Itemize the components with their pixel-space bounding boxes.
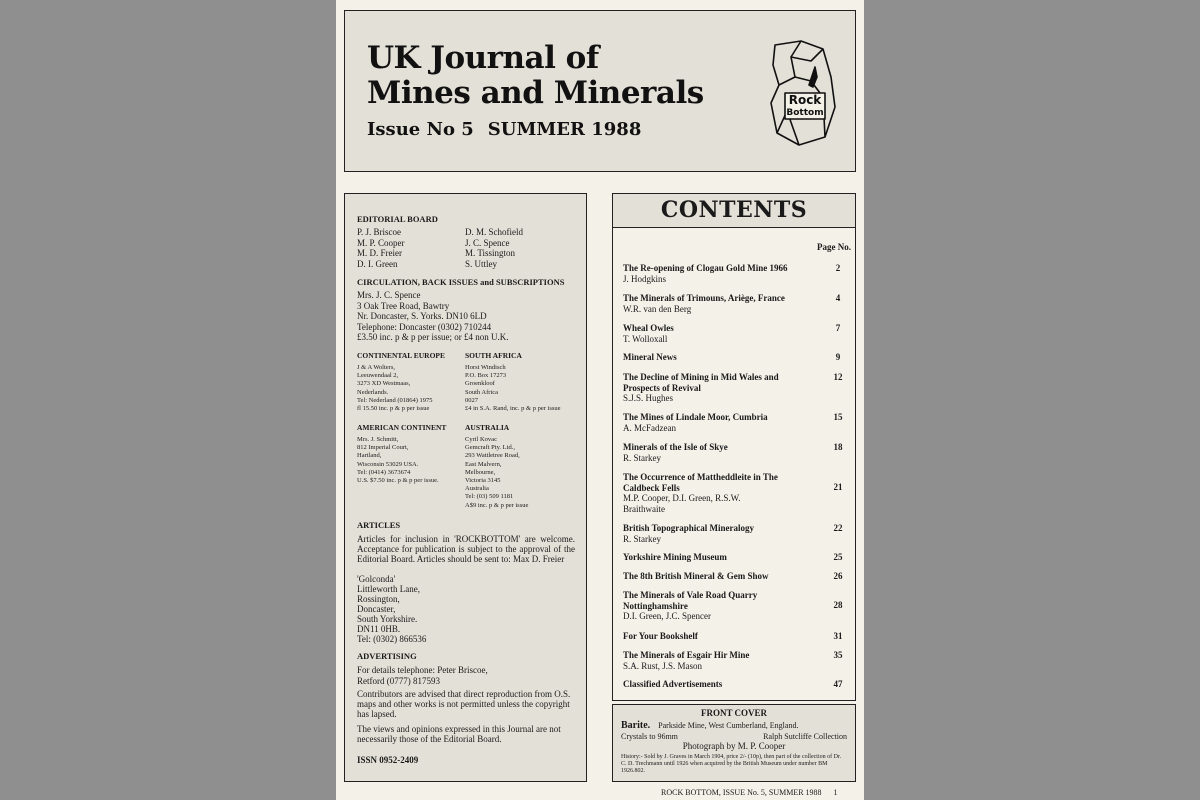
australia-heading: AUSTRALIA (465, 423, 510, 432)
entry-title: The Decline of Mining in Mid Wales and Prospects of Revival (623, 372, 779, 393)
entry-page: 2 (835, 263, 841, 273)
agent-line: South Africa (465, 388, 499, 396)
entry-title: The Minerals of Trimouns, Ariège, France (623, 293, 785, 303)
entry-title: The Mines of Lindale Moor, Cumbria (623, 412, 768, 422)
editorial-member: D. M. Schofield (465, 227, 523, 237)
page-footer (661, 788, 838, 797)
contents-entry[interactable] (623, 523, 851, 544)
south-africa-heading: SOUTH AFRICA (465, 351, 522, 360)
masthead (344, 10, 856, 172)
agent-line: fl 15.50 inc. p & p per issue (357, 405, 430, 413)
contents-entry[interactable] (623, 352, 851, 363)
agent-line: Victoria 3145 (465, 477, 501, 485)
issue-number: Issue No 5 (367, 119, 474, 140)
entry-page: 9 (835, 352, 841, 362)
editorial-member: S. Uttley (465, 258, 498, 269)
entry-authors: A. McFadzean (623, 422, 676, 433)
contents-entry[interactable] (623, 631, 851, 642)
entry-title: The Re-opening of Clogau Gold Mine 1966 (623, 263, 788, 273)
address-line: 'Golconda' (357, 574, 396, 584)
address-line: DN11 0HB. (357, 624, 401, 634)
agent-line: East Malvern, (465, 460, 502, 468)
page-no-label: Page No. (817, 242, 851, 252)
editorial-heading: EDITORIAL BOARD (357, 214, 438, 224)
address-line: Doncaster, (357, 604, 396, 614)
entry-title: The 8th British Mineral & Gem Show (623, 571, 769, 581)
editorial-member: M. Tissington (465, 248, 516, 258)
agent-line: 293 Wattletree Road, (465, 452, 520, 460)
contents-entry[interactable] (623, 412, 851, 433)
copyright-notice: Contributors are advised that direct reproduction from O.S. maps and other works is not permitted unless the copyright has lapsed. (357, 689, 571, 719)
journal-page (336, 0, 864, 800)
advertising-contact (357, 665, 488, 686)
articles-text: Articles for inclusion in 'ROCKBOTTOM' are welcome. Acceptance for publication is subject to the approval of the Editorial Board. Articles should be sent to: Max D. Freier (357, 534, 575, 564)
front-cover-size: Crystals to 96mm (621, 732, 678, 741)
logo-text-rock: Rock (788, 93, 822, 107)
agent-line: U.S. $7.50 inc. p & p per issue. (357, 477, 439, 485)
contents-title: CONTENTS (660, 197, 808, 223)
entry-page: 12 (833, 372, 843, 382)
agent-line: £4 in S.A. Rand, inc. p & p per issue (465, 405, 561, 413)
agent-line: Wisconsin 53029 USA. (357, 460, 419, 468)
contents-entry[interactable] (623, 323, 851, 344)
entry-page: 7 (835, 323, 841, 333)
entry-authors: J. Hodgkins (623, 273, 667, 284)
entry-title: Minerals of the Isle of Skye (623, 442, 728, 452)
circulation-line: Telephone: Doncaster (0302) 710244 (357, 321, 492, 332)
entry-page: 21 (833, 482, 843, 492)
agent-line: Tel: Nederland (01864) 1975 (357, 396, 433, 404)
entry-title: For Your Bookshelf (623, 631, 698, 641)
editorial-member: P. J. Briscoe (357, 227, 402, 237)
editorial-member: D. I. Green (357, 258, 398, 269)
agent-line: Cyril Kovac (465, 436, 497, 443)
agent-line: Nederlands. (357, 388, 389, 396)
address-line: Tel: (0302) 866536 (357, 634, 427, 644)
entry-authors: D.I. Green, J.C. Spencer (623, 611, 711, 621)
entry-page: 26 (833, 571, 843, 581)
contents-entry[interactable] (623, 590, 851, 622)
entry-title: The Occurrence of Mattheddleite in The Caldbeck Fells (623, 472, 778, 493)
front-cover-mineral: Barite. (621, 720, 651, 731)
contents-entry[interactable] (623, 293, 851, 314)
entry-page: 22 (833, 523, 843, 533)
entry-authors: S.A. Rust, J.S. Mason (623, 660, 703, 671)
contents-entry[interactable] (623, 263, 851, 284)
american-heading: AMERICAN CONTINENT (357, 423, 447, 432)
agent-line: 3273 XD Westmaas, (357, 380, 411, 388)
contents-entry[interactable] (623, 442, 851, 463)
entry-page: 28 (833, 600, 843, 610)
agent-line: J & A Wolters, (357, 364, 396, 371)
issue-line (367, 119, 641, 140)
front-cover-collection: Ralph Sutcliffe Collection (763, 732, 847, 741)
entry-authors: W.R. van den Berg (623, 303, 692, 314)
contents-entry[interactable] (623, 571, 851, 582)
circulation-line: £3.50 inc. p & p per issue; or £4 non U.K. (357, 332, 509, 342)
agent-line: A$9 inc. p & p per issue (465, 501, 529, 509)
agent-line: Leeuwendaal 2, (357, 372, 399, 380)
entry-page: 31 (833, 631, 843, 641)
footer-page-number: 1 (833, 788, 838, 797)
issue-season: SUMMER 1988 (487, 119, 642, 140)
contents-panel (612, 193, 856, 701)
editorial-members-right (465, 227, 523, 269)
title-line-2: Mines and Minerals (367, 75, 704, 111)
entry-page: 4 (835, 293, 841, 303)
circulation-line: 3 Oak Tree Road, Bawtry (357, 300, 450, 311)
entry-title: The Minerals of Esgair Hir Mine (623, 650, 750, 660)
entry-title: Classified Advertisements (623, 679, 723, 689)
agent-line: 812 Imperial Court, (357, 444, 409, 452)
south-africa-address (465, 364, 561, 413)
address-line: Littleworth Lane, (357, 584, 420, 594)
issn: ISSN 0952-2409 (357, 755, 419, 765)
europe-heading: CONTINENTAL EUROPE (357, 351, 446, 360)
entry-page: 18 (833, 442, 843, 452)
articles-address (357, 574, 426, 644)
entry-title: Wheal Owles (623, 323, 674, 333)
agent-line: Melbourne, (465, 468, 496, 476)
circulation-address (357, 290, 508, 343)
articles-heading: ARTICLES (357, 520, 401, 530)
entry-page: 15 (833, 412, 843, 422)
entry-authors: M.P. Cooper, D.I. Green, R.S.W. Braithwaite (623, 493, 741, 514)
advertising-line: Retford (0777) 817593 (357, 675, 440, 686)
agent-line: P.O. Box 17273 (465, 372, 507, 380)
logo-text-bottom: Bottom (786, 108, 824, 118)
front-cover-panel (612, 704, 856, 782)
agent-line: Australia (465, 485, 489, 493)
entry-title: The Minerals of Vale Road Quarry Nottinghamshire (623, 590, 758, 611)
front-cover-mineral-line (621, 721, 798, 730)
editorial-member: M. D. Freier (357, 248, 402, 258)
address-line: Rossington, (357, 594, 400, 604)
journal-title (367, 41, 704, 111)
entry-authors: R. Starkey (623, 533, 661, 544)
agent-line: Hartland, (357, 452, 382, 460)
entry-title: Mineral News (623, 352, 677, 362)
circulation-heading: CIRCULATION, BACK ISSUES and SUBSCRIPTIONS (357, 277, 565, 287)
advertising-line: For details telephone: Peter Briscoe, (357, 665, 488, 675)
contents-entry[interactable] (623, 472, 851, 514)
entry-title: Yorkshire Mining Museum (623, 552, 727, 562)
agent-line: Tel: (03) 509 1181 (465, 493, 514, 501)
europe-address (357, 364, 433, 413)
editorial-member: M. P. Cooper (357, 237, 405, 248)
entry-authors: R. Starkey (623, 452, 661, 463)
entry-page: 25 (833, 552, 843, 562)
agent-line: Groenkloof (465, 380, 495, 388)
advertising-heading: ADVERTISING (357, 651, 417, 661)
entry-title: British Topographical Mineralogy (623, 523, 755, 533)
editorial-members-left (357, 227, 405, 269)
editorial-member: J. C. Spence (465, 237, 510, 248)
agent-line: Horst Windisch (465, 364, 506, 371)
rock-bottom-logo (765, 37, 839, 149)
front-cover-heading: FRONT COVER (700, 708, 768, 718)
american-address (357, 436, 439, 485)
title-line-1: UK Journal of (367, 40, 599, 76)
agent-line: Gemcraft Pty. Ltd., (465, 444, 515, 452)
address-line: South Yorkshire. (357, 614, 418, 624)
information-panel (344, 193, 587, 782)
agent-line: Mrs. J. Schmitt, (357, 436, 399, 443)
circulation-line: Nr. Doncaster, S. Yorks. DN10 6LD (357, 311, 487, 321)
contents-entry[interactable] (623, 552, 851, 563)
entry-page: 47 (833, 679, 843, 689)
views-notice: The views and opinions expressed in this Journal are not necessarily those of the Editorial Board. (357, 724, 561, 744)
entry-authors: S.J.S. Hughes (623, 393, 674, 403)
agent-line: 0027 (465, 396, 478, 404)
entry-page: 35 (833, 650, 843, 660)
circulation-line: Mrs. J. C. Spence (357, 290, 421, 300)
agent-line: Tel: (0414) 3673674 (357, 468, 411, 476)
footer-text: ROCK BOTTOM, ISSUE No. 5, SUMMER 1988 (661, 788, 822, 797)
entry-authors: T. Wolloxall (623, 333, 668, 344)
front-cover-history: History:- Sold by J. Graves in March 1904, price 2/- (10p), then part of the collection of Dr. C. D. Trechmann until 1926 when acquired by the British Museum under number BM 1926.802. (621, 754, 842, 774)
contents-entry[interactable] (623, 679, 851, 690)
contents-title-box (613, 194, 855, 228)
contents-entry[interactable] (623, 372, 851, 404)
contents-entry[interactable] (623, 650, 851, 671)
australia-address (465, 436, 528, 510)
front-cover-photo: Photograph by M. P. Cooper (682, 741, 786, 751)
front-cover-location: Parkside Mine, West Cumberland, England. (658, 721, 799, 730)
